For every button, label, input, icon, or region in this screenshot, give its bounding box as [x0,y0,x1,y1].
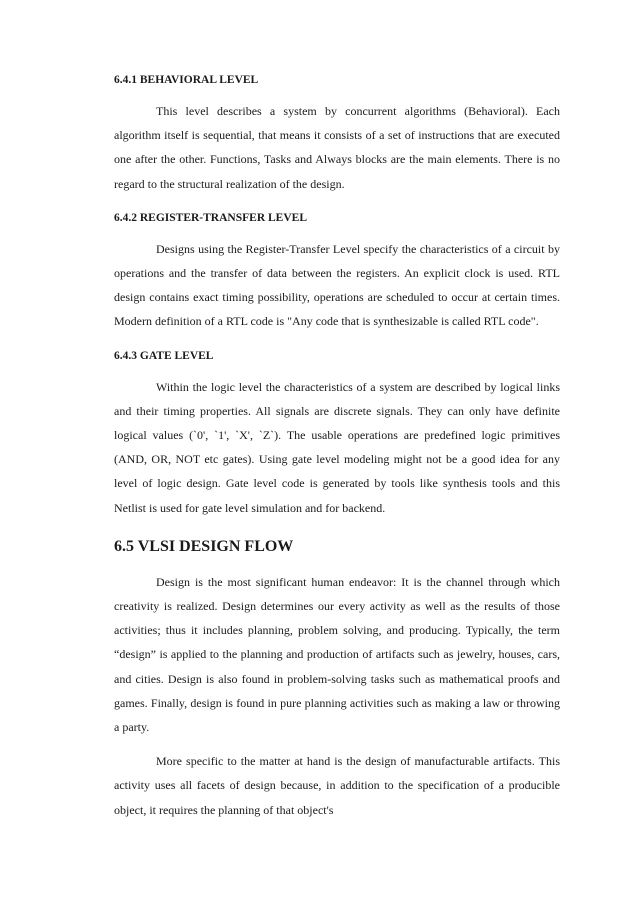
section-heading-behavioral-level: 6.4.1 BEHAVIORAL LEVEL [114,74,259,86]
section-heading-gate-level: 6.4.3 GATE LEVEL [114,349,214,362]
paragraph-design-definition: Design is the most significant human endeavor: It is the channel through which creativity is realized. Design determines our every activity as well as the results of those activities; thus it includes planning, problem solving, and producing. Typically, the term “design” is applied to the planning and production of artifacts such as jewelry, houses, cars, and cities. Design is also found in problem-solving tasks such as mathematical proofs and games. Finally, design is found in pure planning activities such as making a law or throwing a party. [114,574,560,735]
paragraph-gate-level: Within the logic level the characteristics of a system are described by logical links and their timing properties. All signals are discrete signals. They can only have definite logical values (`0', `1', `X', `Z`). The usable operations are predefined logic primitives (AND, OR, NOT etc gates). Using gate level modeling might not be a good idea for any level of logic design. Gate level code is generated by tools like synthesis tools and this Netlist is used for gate level simulation and for backend. [114,379,560,515]
paragraph-register-transfer-level: Designs using the Register-Transfer Level specify the characteristics of a circuit by operations and the transfer of data between the registers. An explicit clock is used. RTL design contains exact timing possibility, operations are scheduled to occur at certain times. Modern definition of a RTL code is "Any code that is synthesizable is called RTL code". [114,241,560,329]
paragraph-behavioral-level: This level describes a system by concurrent algorithms (Behavioral). Each algorithm itself is sequential, that means it consists of a set of instructions that are executed one after the other. Functions, Tasks and Always blocks are the main elements. There is no regard to the structural realization of the design. [114,104,560,191]
section-heading-register-transfer-level: 6.4.2 REGISTER-TRANSFER LEVEL [114,211,307,224]
section-heading-vlsi-design-flow: 6.5 VLSI DESIGN FLOW [114,537,294,555]
paragraph-manufacturable-artifacts: More specific to the matter at hand is the design of manufacturable artifacts. This activity uses all facets of design because, in addition to the specification of a producible object, it requires the planning of that object's [114,754,560,817]
